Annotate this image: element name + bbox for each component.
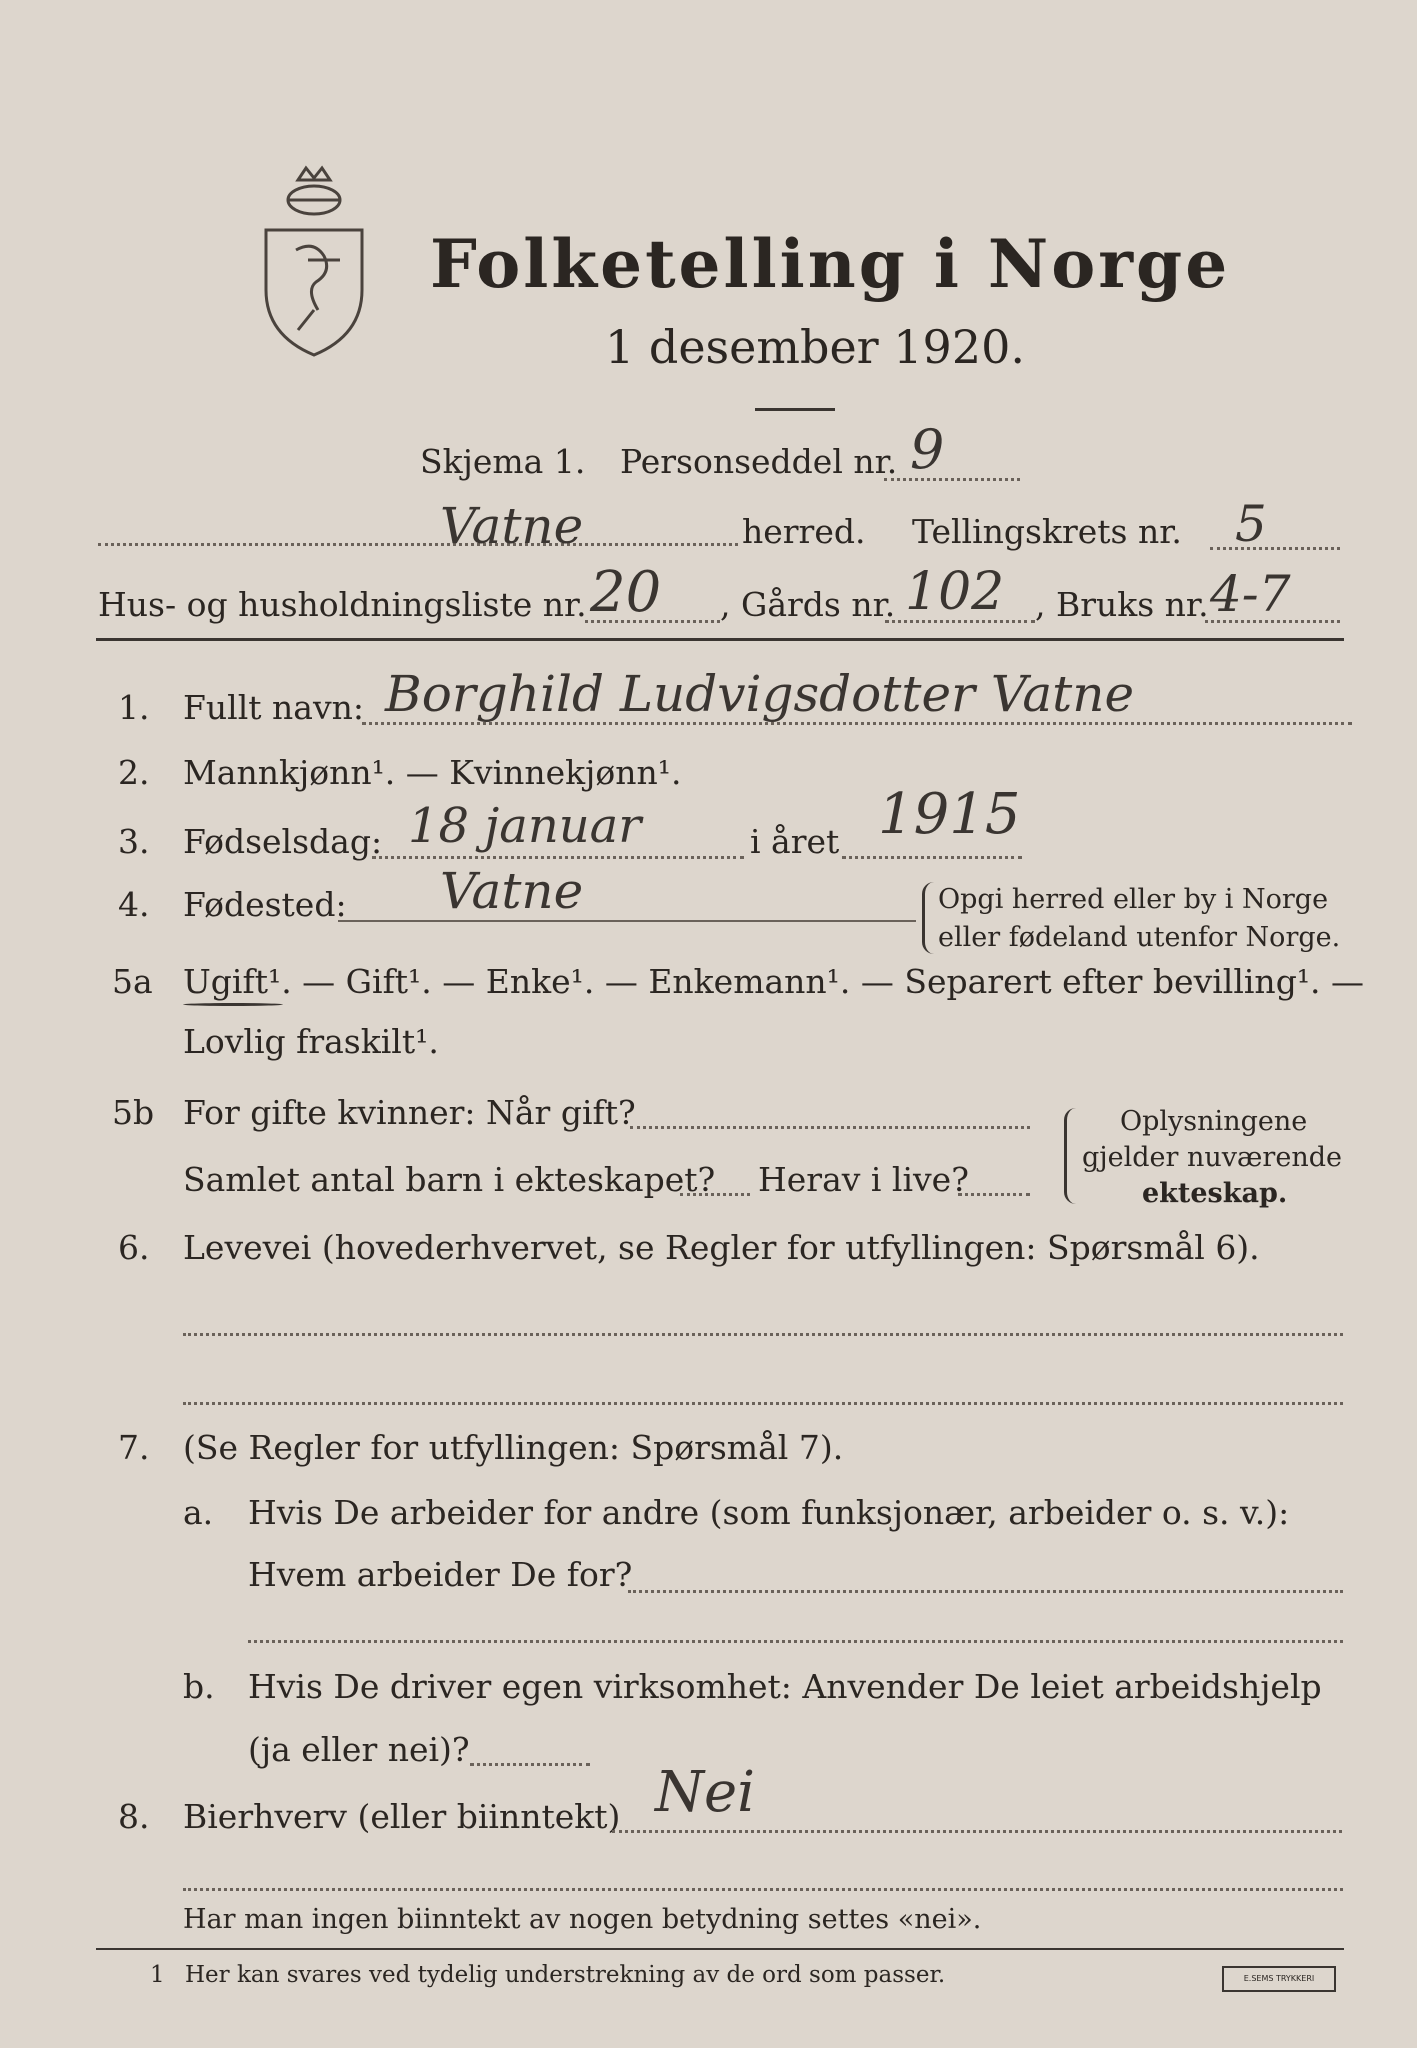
footnote-text: Her kan svares ved tydelig understrekning av de ord som passer. (185, 1962, 946, 1988)
q5b-label-2: Samlet antal barn i ekteskapet? (183, 1160, 716, 1199)
q8-value: Nei (655, 1760, 756, 1825)
title-divider (755, 408, 835, 411)
footer-rule (96, 1948, 1344, 1950)
q8-line-2 (183, 1888, 1343, 1891)
header-rule (96, 638, 1344, 641)
husholdningsliste-label: Hus- og husholdningsliste nr. (98, 585, 587, 624)
q4-note-brace (922, 882, 935, 954)
q3-year-label: i året (750, 822, 840, 861)
q7-label: (Se Regler for utfyllingen: Spørsmål 7). (183, 1428, 844, 1467)
footnote-mark: 1 (150, 1962, 165, 1988)
q7a-line-2 (248, 1640, 1343, 1643)
q2-number: 2. (118, 753, 150, 792)
q5b-line-3 (958, 1193, 1030, 1196)
q6-label: Levevei (hovederhvervet, se Regler for utfyllingen: Spørsmål 6). (183, 1228, 1260, 1267)
q8-line (612, 1830, 1342, 1833)
q1-label: Fullt navn: (183, 688, 364, 727)
q3-line (372, 856, 744, 859)
q5b-note-brace (1064, 1108, 1077, 1204)
bruks-label: , Bruks nr. (1035, 585, 1209, 624)
q6-line-1 (183, 1333, 1343, 1336)
q7a-label-2: Hvem arbeider De for? (248, 1555, 633, 1594)
q3-value: 18 januar (408, 798, 642, 854)
q6-line-2 (183, 1402, 1343, 1405)
footer-note: Har man ingen biinntekt av nogen betydning settes «nei». (183, 1904, 982, 1935)
husholdningsliste-value: 20 (590, 560, 662, 625)
q7b-label-2: (ja eller nei)? (248, 1730, 470, 1769)
q4-note-line1: Opgi herred eller by i Norge (938, 884, 1329, 915)
q4-note-line2: eller fødeland utenfor Norge. (938, 922, 1341, 953)
tellingskrets-value: 5 (1235, 495, 1267, 553)
personseddel-label: Personseddel nr. (620, 442, 898, 481)
q4-value: Vatne (440, 862, 584, 920)
q1-number: 1. (118, 688, 150, 727)
q7b-label: Hvis De driver egen virksomhet: Anvender De leiet arbeidshjelp (248, 1667, 1322, 1706)
census-date: 1 desember 1920. (605, 320, 1025, 374)
q1-value: Borghild Ludvigsdotter Vatne (385, 665, 1135, 723)
q5a-label: Ugift¹. — Gift¹. — Enke¹. — Enkemann¹. — Separert efter bevilling¹. — (183, 962, 1365, 1001)
q6-number: 6. (118, 1228, 150, 1267)
q7a-line (628, 1590, 1343, 1593)
herred-value: Vatne (440, 497, 584, 555)
herred-line (98, 543, 738, 546)
form-title: Folketelling i Norge (430, 225, 1231, 303)
q4-number: 4. (118, 885, 150, 924)
q4-line (338, 920, 916, 922)
personseddel-value: 9 (910, 418, 945, 481)
tellingskrets-label: Tellingskrets nr. (912, 512, 1182, 551)
q4-label: Fødested: (183, 885, 347, 924)
q7a-number: a. (183, 1493, 214, 1532)
q3-number: 3. (118, 822, 150, 861)
bruks-value: 4-7 (1210, 565, 1291, 623)
q5b-number: 5b (112, 1093, 155, 1132)
q3-year-value: 1915 (878, 782, 1021, 847)
ugift-underline (183, 1003, 283, 1006)
printer-stamp (1222, 1966, 1336, 1992)
q3-label: Fødselsdag: (183, 822, 383, 861)
gards-value: 102 (905, 562, 1005, 622)
q7a-label: Hvis De arbeider for andre (som funksjonær, arbeider o. s. v.): (248, 1493, 1290, 1532)
q8-number: 8. (118, 1797, 150, 1836)
q5a-label-2: Lovlig fraskilt¹. (183, 1022, 439, 1061)
q5b-note-line2: gjelder nuværende (1082, 1142, 1342, 1173)
coat-of-arms-icon (258, 160, 370, 360)
printer-stamp-text: E.SEMS TRYKKERI (1243, 1974, 1315, 1983)
q2-label: Mannkjønn¹. — Kvinnekjønn¹. (183, 753, 682, 792)
herred-label: herred. (742, 512, 866, 551)
skjema-label: Skjema 1. (420, 442, 586, 481)
personseddel-line (884, 478, 1020, 481)
q7-number: 7. (118, 1428, 150, 1467)
q5b-note-line3: ekteskap. (1142, 1178, 1288, 1209)
q5b-line (630, 1126, 1030, 1129)
q5b-label-3: Herav i live? (758, 1160, 969, 1199)
q7b-line (470, 1763, 590, 1766)
q7b-number: b. (183, 1667, 215, 1706)
q5b-label: For gifte kvinner: Når gift? (183, 1093, 636, 1132)
q3-year-line (842, 856, 1022, 859)
gards-label: , Gårds nr. (720, 585, 896, 624)
q5b-note-line1: Oplysningene (1120, 1106, 1308, 1137)
q5b-line-2 (680, 1193, 750, 1196)
tellingskrets-line (1210, 547, 1340, 550)
q5a-number: 5a (112, 962, 153, 1001)
q8-label: Bierhverv (eller biinntekt) (183, 1797, 621, 1836)
